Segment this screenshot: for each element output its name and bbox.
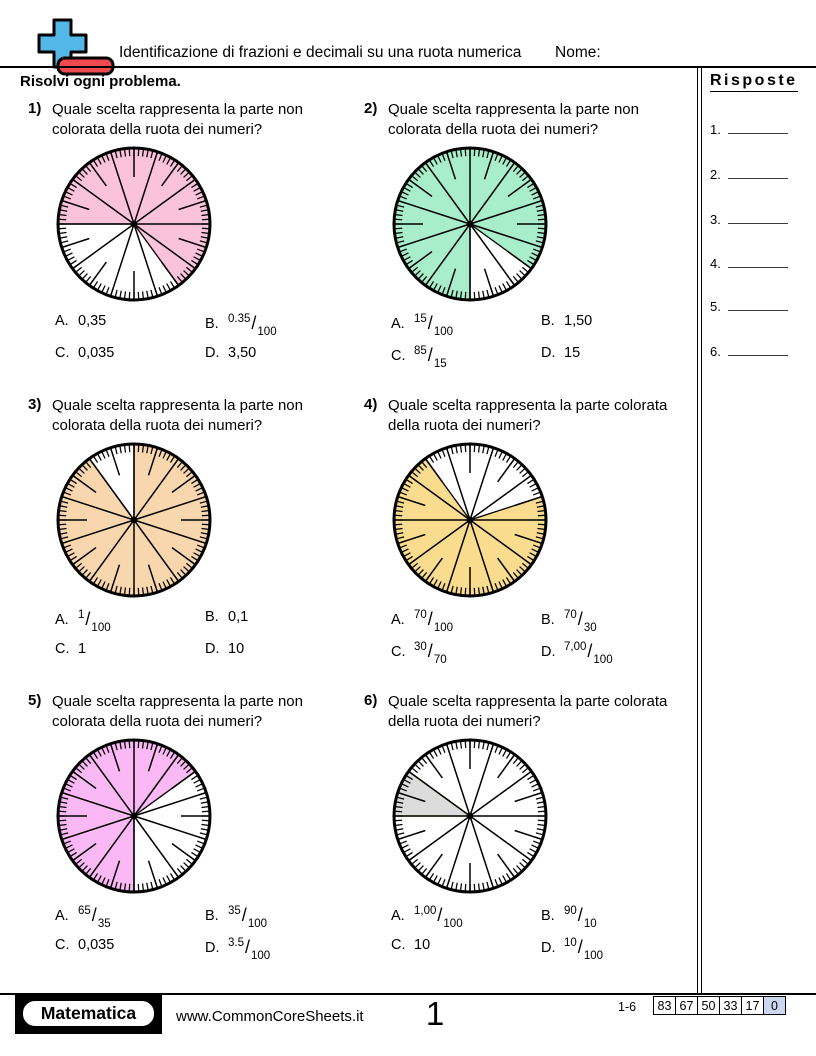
fraction-numerator: 70 (564, 609, 577, 621)
score-range-label: 1-6 (618, 1000, 637, 1014)
question-number: 5) (28, 692, 42, 709)
fraction-numerator: 15 (414, 313, 427, 325)
option-value: 10 (228, 641, 245, 657)
fraction-numerator: 30 (414, 641, 427, 653)
fraction-denominator: 100 (91, 622, 111, 634)
option-label: D. (205, 641, 220, 657)
option-fraction-value (228, 313, 277, 338)
option-A (391, 609, 453, 634)
fraction-slash: / (577, 905, 583, 925)
answer-blank-line (728, 120, 788, 134)
option-fraction-value (564, 641, 613, 666)
fraction-numerator: 65 (78, 905, 91, 917)
option-value: 0,1 (228, 609, 249, 625)
score-cell: 0 (764, 997, 786, 1015)
fraction-slash: / (427, 609, 433, 629)
question-line: colorata della ruota dei numeri? (52, 712, 263, 730)
question-number: 2) (364, 100, 378, 117)
option-B (541, 905, 597, 930)
fraction-slash: / (85, 609, 91, 629)
option-label: B. (541, 908, 555, 924)
option-A (55, 313, 106, 329)
fraction-slash: / (427, 641, 433, 661)
option-A (55, 609, 111, 634)
option-value: 0,035 (78, 937, 115, 953)
problem-6 (364, 692, 700, 982)
question-line: Quale scelta rappresenta la parte colorata (388, 693, 668, 710)
answer-number: 1. (710, 122, 721, 137)
option-label: B. (205, 908, 219, 924)
option-fraction-value (78, 609, 111, 634)
header-rule (0, 66, 816, 68)
option-label: A. (391, 316, 405, 332)
option-label: A. (391, 612, 405, 628)
option-C (55, 641, 86, 657)
option-B (205, 905, 267, 930)
score-cell: 83 (654, 997, 676, 1015)
question-number: 6) (364, 692, 378, 709)
problem-2 (364, 100, 700, 390)
answer-number: 3. (710, 212, 721, 227)
fraction-numerator: 85 (414, 345, 427, 357)
option-label: B. (541, 612, 555, 628)
option-value: 1 (78, 641, 87, 657)
number-wheel-1 (54, 144, 214, 304)
fraction-numerator: 90 (564, 905, 577, 917)
option-D (541, 345, 580, 361)
number-wheel-2 (390, 144, 550, 304)
problem-1 (28, 100, 364, 390)
option-fraction-value (414, 609, 453, 634)
option-B (541, 609, 597, 634)
option-label: C. (55, 937, 70, 953)
option-label: C. (391, 644, 406, 660)
option-label: D. (541, 644, 556, 660)
number-wheel-4 (390, 440, 550, 600)
answer-slot-5 (710, 297, 788, 314)
brand-logo (15, 993, 162, 1034)
fraction-slash: / (427, 313, 433, 333)
fraction-denominator: 30 (583, 622, 597, 634)
page-title: Identificazione di frazioni e decimali su una ruota numerica (119, 44, 522, 61)
score-cell: 17 (742, 997, 764, 1015)
question-line: Quale scelta rappresenta la parte non (52, 693, 303, 710)
option-label: D. (205, 940, 220, 956)
question-text (388, 100, 639, 139)
instruction-text: Risolvi ogni problema. (20, 73, 181, 90)
fraction-denominator: 100 (443, 918, 463, 930)
fraction-denominator: 100 (583, 950, 603, 962)
question-text (52, 692, 303, 731)
fraction-denominator: 10 (583, 918, 597, 930)
fraction-numerator: 10 (564, 937, 577, 949)
fraction-slash: / (245, 937, 251, 957)
question-line: colorata della ruota dei numeri? (52, 416, 263, 434)
brand-name: Matematica (21, 999, 156, 1028)
option-D (541, 937, 603, 962)
option-A (391, 313, 453, 338)
answer-blank-line (728, 165, 788, 179)
fraction-numerator: 0.35 (228, 313, 251, 325)
fraction-denominator: 100 (433, 622, 453, 634)
question-line: colorata della ruota dei numeri? (388, 120, 599, 138)
option-label: D. (541, 345, 556, 361)
option-value: 1,50 (564, 313, 593, 329)
option-fraction-value (564, 609, 597, 634)
fraction-denominator: 15 (433, 358, 447, 370)
option-C (55, 937, 114, 953)
answer-number: 5. (710, 299, 721, 314)
fraction-numerator: 3.5 (228, 937, 244, 949)
answer-blank-line (728, 342, 788, 356)
option-label: C. (391, 937, 406, 953)
fraction-numerator: 1,00 (414, 905, 437, 917)
answers-panel-title: Risposte (710, 72, 798, 92)
fraction-denominator: 100 (257, 326, 277, 338)
page-number: 1 (425, 995, 445, 1032)
question-number: 3) (28, 396, 42, 413)
option-value: 15 (564, 345, 581, 361)
option-fraction-value (414, 345, 447, 370)
option-value: 3,50 (228, 345, 257, 361)
option-C (391, 937, 430, 953)
fraction-denominator: 35 (97, 918, 111, 930)
question-line: Quale scelta rappresenta la parte colorata (388, 397, 668, 414)
option-fraction-value (228, 905, 267, 930)
fraction-slash: / (577, 609, 583, 629)
option-D (205, 937, 270, 962)
option-label: C. (55, 345, 70, 361)
problem-3 (28, 396, 364, 686)
answer-number: 6. (710, 344, 721, 359)
option-A (55, 905, 111, 930)
question-line: Quale scelta rappresenta la parte non (52, 101, 303, 118)
fraction-slash: / (587, 641, 593, 661)
answer-slot-2 (710, 165, 788, 182)
fraction-denominator: 100 (251, 950, 271, 962)
question-text (388, 692, 667, 731)
question-line: della ruota dei numeri? (388, 416, 541, 434)
option-fraction-value (414, 905, 463, 930)
plus-minus-logo-icon (16, 10, 126, 82)
problem-5 (28, 692, 364, 982)
fraction-slash: / (251, 313, 257, 333)
option-label: D. (205, 345, 220, 361)
fraction-numerator: 70 (414, 609, 427, 621)
question-text (52, 100, 303, 139)
option-label: B. (205, 316, 219, 332)
answer-number: 2. (710, 167, 721, 182)
fraction-denominator: 70 (433, 654, 447, 666)
score-cell: 33 (720, 997, 742, 1015)
answer-blank-line (728, 254, 788, 268)
option-fraction-value (564, 937, 603, 962)
score-table (653, 996, 786, 1015)
option-fraction-value (78, 905, 111, 930)
website-url: www.CommonCoreSheets.it (176, 1008, 364, 1025)
question-text (52, 396, 303, 435)
answer-slot-1 (710, 120, 788, 137)
option-label: C. (55, 641, 70, 657)
fraction-slash: / (241, 905, 247, 925)
option-label: C. (391, 348, 406, 364)
number-wheel-5 (54, 736, 214, 896)
option-C (55, 345, 114, 361)
fraction-numerator: 7,00 (564, 641, 587, 653)
option-C (391, 345, 447, 370)
option-B (205, 609, 248, 625)
fraction-slash: / (427, 345, 433, 365)
question-number: 1) (28, 100, 42, 117)
number-wheel-6 (390, 736, 550, 896)
option-D (205, 641, 244, 657)
option-label: A. (55, 612, 69, 628)
answer-blank-line (728, 210, 788, 224)
option-C (391, 641, 447, 666)
answer-slot-4 (710, 254, 788, 271)
fraction-denominator: 100 (247, 918, 267, 930)
option-value: 0,35 (78, 313, 107, 329)
number-wheel-3 (54, 440, 214, 600)
answer-slot-6 (710, 342, 788, 359)
option-value: 10 (414, 937, 431, 953)
fraction-denominator: 100 (433, 326, 453, 338)
option-A (391, 905, 463, 930)
option-fraction-value (564, 905, 597, 930)
option-D (205, 345, 256, 361)
option-fraction-value (414, 313, 453, 338)
option-B (205, 313, 277, 338)
fraction-numerator: 1 (78, 609, 85, 621)
option-label: B. (541, 313, 555, 329)
answer-blank-line (728, 297, 788, 311)
score-cell: 67 (676, 997, 698, 1015)
question-number: 4) (364, 396, 378, 413)
question-text (388, 396, 667, 435)
answer-slot-3 (710, 210, 788, 227)
option-fraction-value (414, 641, 447, 666)
question-line: Quale scelta rappresenta la parte non (388, 101, 639, 118)
name-label: Nome: (555, 44, 601, 61)
option-D (541, 641, 613, 666)
option-value: 0,035 (78, 345, 115, 361)
fraction-numerator: 35 (228, 905, 241, 917)
problem-4 (364, 396, 700, 686)
answer-number: 4. (710, 256, 721, 271)
score-cell: 50 (698, 997, 720, 1015)
option-label: D. (541, 940, 556, 956)
question-line: Quale scelta rappresenta la parte non (52, 397, 303, 414)
option-fraction-value (228, 937, 271, 962)
question-line: colorata della ruota dei numeri? (52, 120, 263, 138)
option-label: A. (55, 908, 69, 924)
option-label: A. (391, 908, 405, 924)
option-label: B. (205, 609, 219, 625)
fraction-slash: / (577, 937, 583, 957)
option-B (541, 313, 592, 329)
option-label: A. (55, 313, 69, 329)
fraction-slash: / (437, 905, 443, 925)
fraction-denominator: 100 (593, 654, 613, 666)
fraction-slash: / (91, 905, 97, 925)
question-line: della ruota dei numeri? (388, 712, 541, 730)
